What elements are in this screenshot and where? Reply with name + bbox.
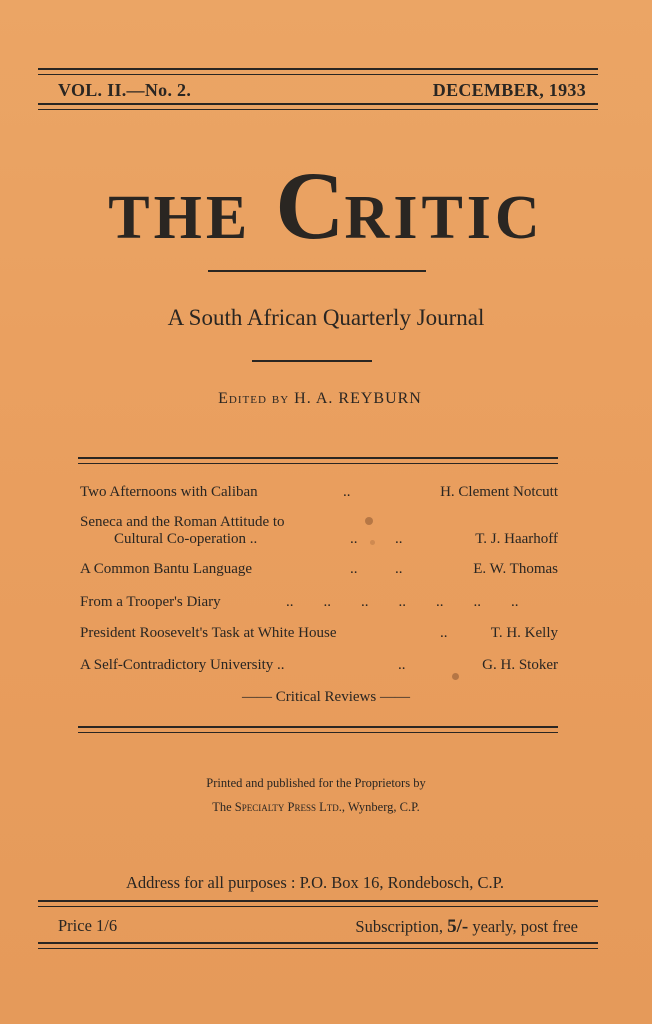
title-word-the: THE — [108, 184, 252, 252]
edited-by-label: Edited by — [218, 390, 290, 407]
title-rule — [208, 270, 426, 272]
journal-subtitle: A South African Quarterly Journal — [167, 305, 485, 330]
critical-reviews-label: —— Critical Reviews —— — [242, 689, 410, 705]
press-line — [0, 800, 632, 815]
subscription-suffix: yearly, post free — [472, 917, 578, 936]
printed-by-line: Printed and published for the Proprietors by — [206, 776, 426, 790]
press-name: Specialty Press Ltd. — [234, 800, 342, 814]
issue-date: DECEMBER, 1933 — [432, 80, 586, 100]
toc-title: Cultural Co-operation .. — [114, 531, 258, 547]
toc-title: A Self-Contradictory University .. — [80, 657, 285, 673]
toc-title: President Roosevelt's Task at White House — [80, 625, 337, 641]
volume-number: VOL. II.—No. 2. — [58, 80, 192, 100]
press-suffix: , Wynberg, C.P. — [341, 800, 420, 814]
subscription-prefix: Subscription, — [355, 917, 443, 936]
subscription-amount: 5/- — [447, 916, 469, 937]
editor-line — [0, 390, 640, 408]
toc-title: From a Trooper's Diary — [80, 594, 221, 610]
subscription-line — [355, 916, 578, 938]
toc-title: Two Afternoons with Caliban — [80, 484, 258, 500]
price-label: Price 1/6 — [58, 916, 118, 935]
toc-title: Seneca and the Roman Attitude to — [80, 514, 285, 530]
paper-stain — [365, 517, 373, 525]
toc-author: T. J. Haarhoff — [475, 531, 558, 547]
title-word-ritic: RITIC — [344, 184, 544, 252]
postal-address: Address for all purposes : P.O. Box 16, Rondebosch, C.P. — [125, 873, 505, 892]
editor-name: H. A. REYBURN — [294, 390, 422, 407]
paper-stain — [370, 540, 375, 545]
toc-leader: .. .. — [350, 531, 403, 547]
toc-author: G. H. Stoker — [482, 657, 558, 673]
header-bottom-double-rule — [38, 103, 598, 110]
contents-bottom-rule — [78, 726, 558, 733]
toc-leader: .. .. .. .. .. .. .. — [286, 594, 519, 610]
contents-top-rule — [78, 457, 558, 464]
toc-author: E. W. Thomas — [473, 561, 558, 577]
title-initial-c: C — [275, 152, 345, 259]
toc-author: H. Clement Notcutt — [440, 484, 558, 500]
journal-title — [0, 150, 652, 261]
toc-leader: .. — [398, 657, 406, 673]
toc-author: T. H. Kelly — [490, 625, 558, 641]
top-double-rule — [38, 68, 598, 75]
paper-stain — [452, 673, 459, 680]
toc-leader: .. — [440, 625, 448, 641]
press-prefix: The — [212, 800, 232, 814]
toc-leader: .. .. — [350, 561, 403, 577]
footer-bottom-rule — [38, 942, 598, 949]
toc-title: A Common Bantu Language — [80, 561, 253, 577]
toc-leader: .. — [343, 484, 351, 500]
subtitle-rule — [252, 360, 372, 362]
footer-top-rule — [38, 900, 598, 907]
